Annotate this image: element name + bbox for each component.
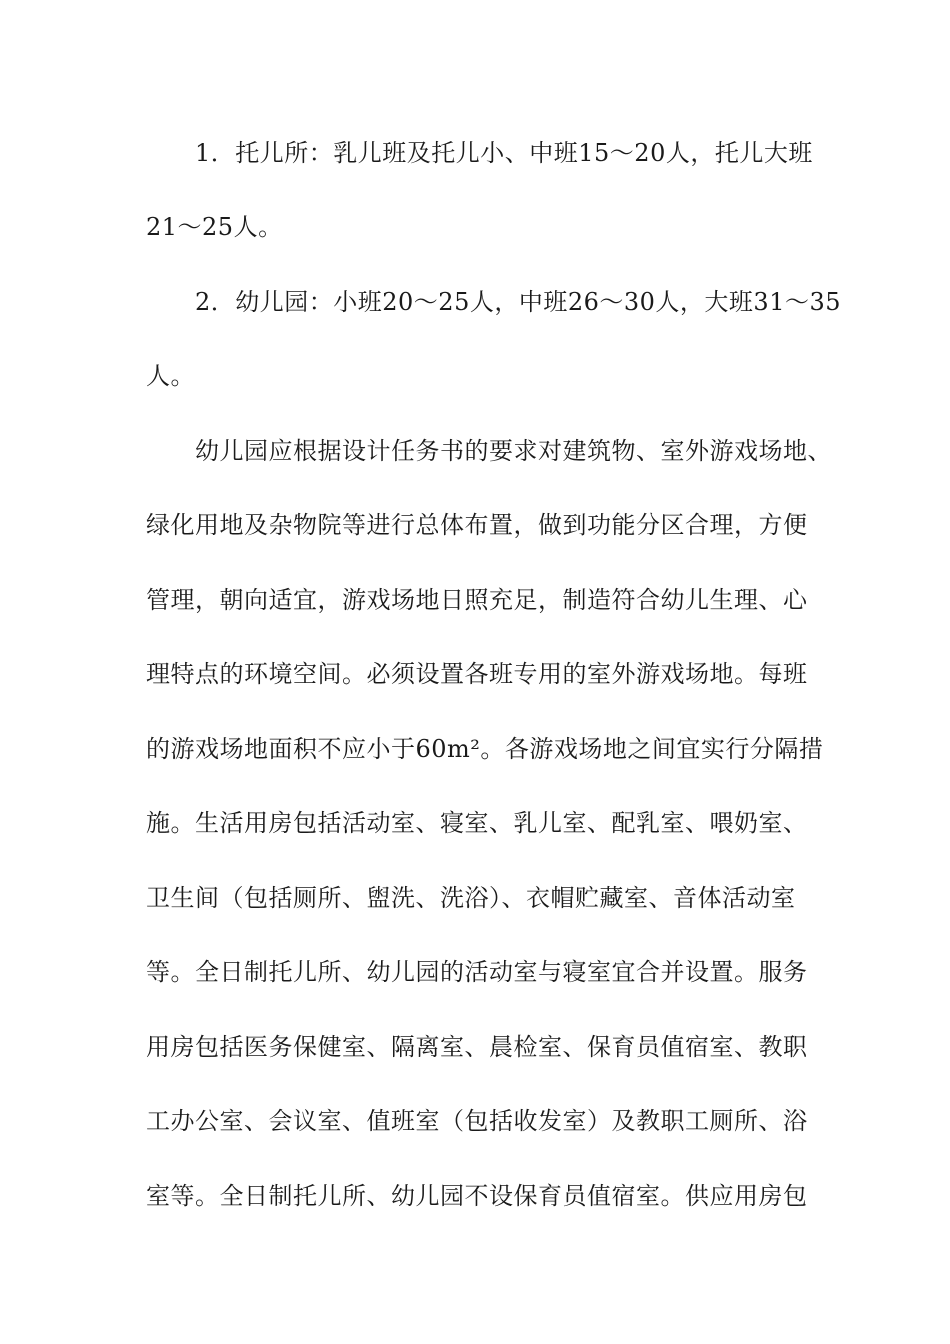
text-line: 绿化用地及杂物院等进行总体布置，做到功能分区合理，方便 <box>146 511 808 539</box>
text-line: 用房包括医务保健室、隔离室、晨检室、保育员值宿室、教职 <box>146 1033 808 1061</box>
text-line: 的游戏场地面积不应小于60m²。各游戏场地之间宜实行分隔措 <box>146 735 824 763</box>
text-line: 1．托儿所：乳儿班及托儿小、中班15～20人，托儿大班 <box>195 139 813 167</box>
text-line: 21～25人。 <box>146 213 283 241</box>
text-line: 施。生活用房包括活动室、寝室、乳儿室、配乳室、喂奶室、 <box>146 809 808 837</box>
text-line: 等。全日制托儿所、幼儿园的活动室与寝室宜合并设置。服务 <box>146 958 808 986</box>
text-line: 工办公室、会议室、值班室（包括收发室）及教职工厕所、浴 <box>146 1107 808 1135</box>
text-line: 人。 <box>146 362 195 390</box>
text-line: 理特点的环境空间。必须设置各班专用的室外游戏场地。每班 <box>146 660 808 688</box>
text-line: 2．幼儿园：小班20～25人，中班26～30人，大班31～35 <box>195 288 842 316</box>
text-line: 室等。全日制托儿所、幼儿园不设保育员值宿室。供应用房包 <box>146 1182 808 1210</box>
text-line: 卫生间（包括厕所、盥洗、洗浴）、衣帽贮藏室、音体活动室 <box>146 884 796 912</box>
text-line: 管理，朝向适宜，游戏场地日照充足，制造符合幼儿生理、心 <box>146 586 808 614</box>
text-line: 幼儿园应根据设计任务书的要求对建筑物、室外游戏场地、 <box>195 437 832 465</box>
